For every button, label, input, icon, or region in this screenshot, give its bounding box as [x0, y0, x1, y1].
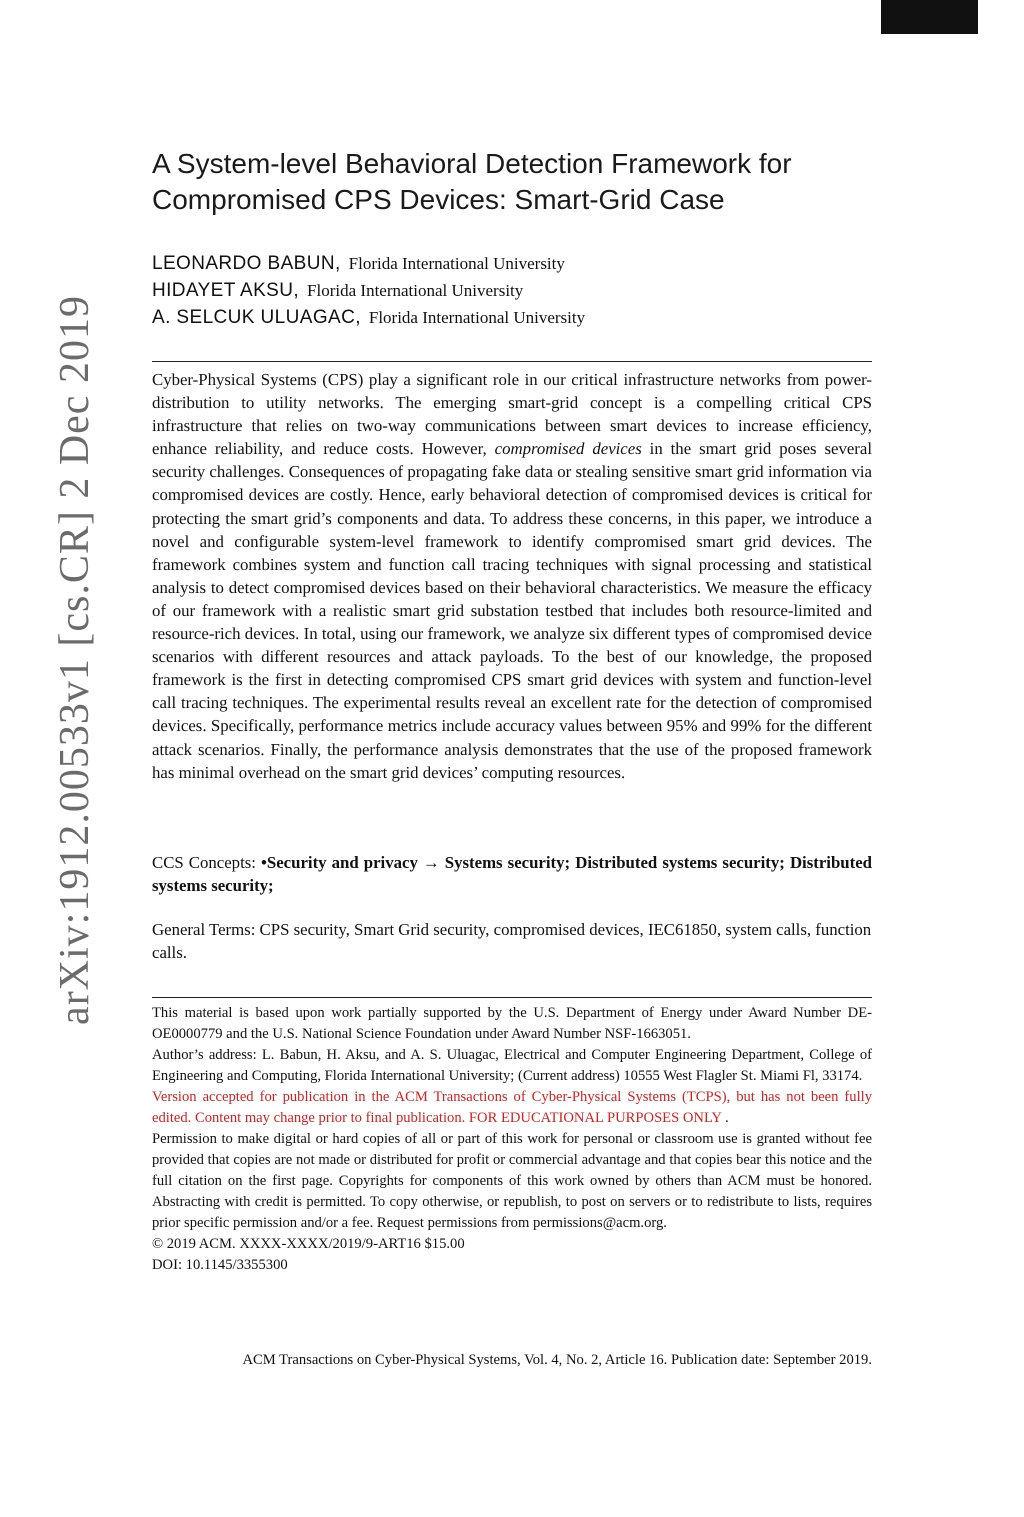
author-entry [152, 304, 872, 331]
abstract-part-1: Cyber-Physical Systems (CPS) play a significant role in our critical infrastructure networks from power-distribution to utility networks. The emerging smart-grid concept is a compelling critical CPS infrastructure that relies on two-way communications between smart devices to increase efficiency, enhance reliability, and reduce costs. However, [152, 370, 872, 459]
copyright-line: © 2019 ACM. XXXX-XXXX/2019/9-ART16 $15.00 [152, 1236, 465, 1252]
ccs-concepts [152, 851, 872, 897]
permission-statement: Permission to make digital or hard copies of all or part of this work for personal or classroom use is granted without fee provided that copies are not made or distributed for profit or commercial advantage and that copies bear this notice and the full citation on the first page. Copyrights for components of this work owned by others than ACM must be honored. Abstracting with credit is permitted. To copy otherwise, or republish, to post on servers or to redistribute to lists, requires prior specific permission and/or a fee. Request permissions from permissions@acm.org. [152, 1131, 872, 1231]
funding-note: This material is based upon work partially supported by the U.S. Department of Energy under Award Number DE-OE0000779 and the U.S. National Science Foundation under Award Number NSF-1663051. [152, 1005, 872, 1042]
title-line-2: Compromised CPS Devices: Smart-Grid Case [152, 184, 725, 215]
title-line-1: A System-level Behavioral Detection Framework for [152, 148, 792, 179]
general-terms: General Terms: CPS security, Smart Grid security, compromised devices, IEC61850, system calls, function calls. [152, 920, 872, 963]
author-name: LEONARDO BABUN, [152, 253, 341, 274]
author-entry [152, 277, 872, 304]
footnotes [152, 1003, 872, 1276]
abstract-emphasis: compromised devices [494, 439, 642, 459]
author-affiliation: Florida International University [307, 281, 524, 300]
abstract-part-2: in the smart grid poses several security challenges. Consequences of propagating fake data or stealing sensitive smart grid information via compromised devices are costly. Hence, early behavioral detection of compromised devices is critical for protecting the smart grid’s components and data. To address these concerns, in this paper, we introduce a novel and configurable system-level framework to identify compromised smart grid devices. The framework combines system and function call tracing techniques with signal processing and statistical analysis to detect compromised devices based on their behavioral characteristics. We measure the efficacy of our framework with a realistic smart grid substation testbed that includes both resource-limited and resource-rich devices. In total, using our framework, we analyze six different types of compromised device scenarios with different resources and attack payloads. To the best of our knowledge, the proposed framework is the first in detecting compromised CPS smart grid devices with system and function-level call tracing techniques. The experimental results reveal an excellent rate for the detection of compromised devices. Specifically, performance metrics include accuracy values between 95% and 99% for the different attack scenarios. Finally, the performance analysis demonstrates that the use of the proposed framework has minimal overhead on the smart grid devices’ computing resources. [152, 439, 872, 782]
author-name: HIDAYET AKSU, [152, 280, 300, 301]
arxiv-identifier: arXiv:1912.00533v1 [cs.CR] 2 Dec 2019 [52, 295, 98, 1025]
author-affiliation: Florida International University [348, 254, 565, 273]
author-name: A. SELCUK ULUAGAC, [152, 307, 361, 328]
paper-title [152, 146, 872, 218]
abstract [152, 368, 872, 784]
version-notice-paragraph [152, 1087, 872, 1129]
author-address: Author’s address: L. Babun, H. Aksu, and A. S. Uluagac, Electrical and Computer Engineering Department, College of Engineering and Computing, Florida International University; (Current address) 10555 West Flagler St. Miami Fl, 33174. [152, 1047, 872, 1084]
version-notice: Version accepted for publication in the ACM Transactions of Cyber-Physical Systems (TCPS), but has not been fully edited. Content may change prior to final publication. FOR EDUCATIONAL PURPOSES ONLY [152, 1089, 872, 1126]
corner-black-box [881, 0, 978, 34]
author-list [152, 250, 872, 331]
ccs-label: CCS Concepts: [152, 853, 262, 872]
journal-footer: ACM Transactions on Cyber-Physical Systems, Vol. 4, No. 2, Article 16. Publication date: September 2019. [242, 1352, 872, 1368]
abstract-top-rule [152, 361, 872, 362]
version-notice-end: . [721, 1110, 729, 1126]
author-entry [152, 250, 872, 277]
ccs-concept-list: •Security and privacy → Systems security; Distributed systems security; Distributed systems security; [152, 853, 872, 896]
doi-line: DOI: 10.1145/3355300 [152, 1257, 288, 1273]
author-affiliation: Florida International University [368, 308, 586, 327]
footnote-rule [152, 997, 872, 998]
